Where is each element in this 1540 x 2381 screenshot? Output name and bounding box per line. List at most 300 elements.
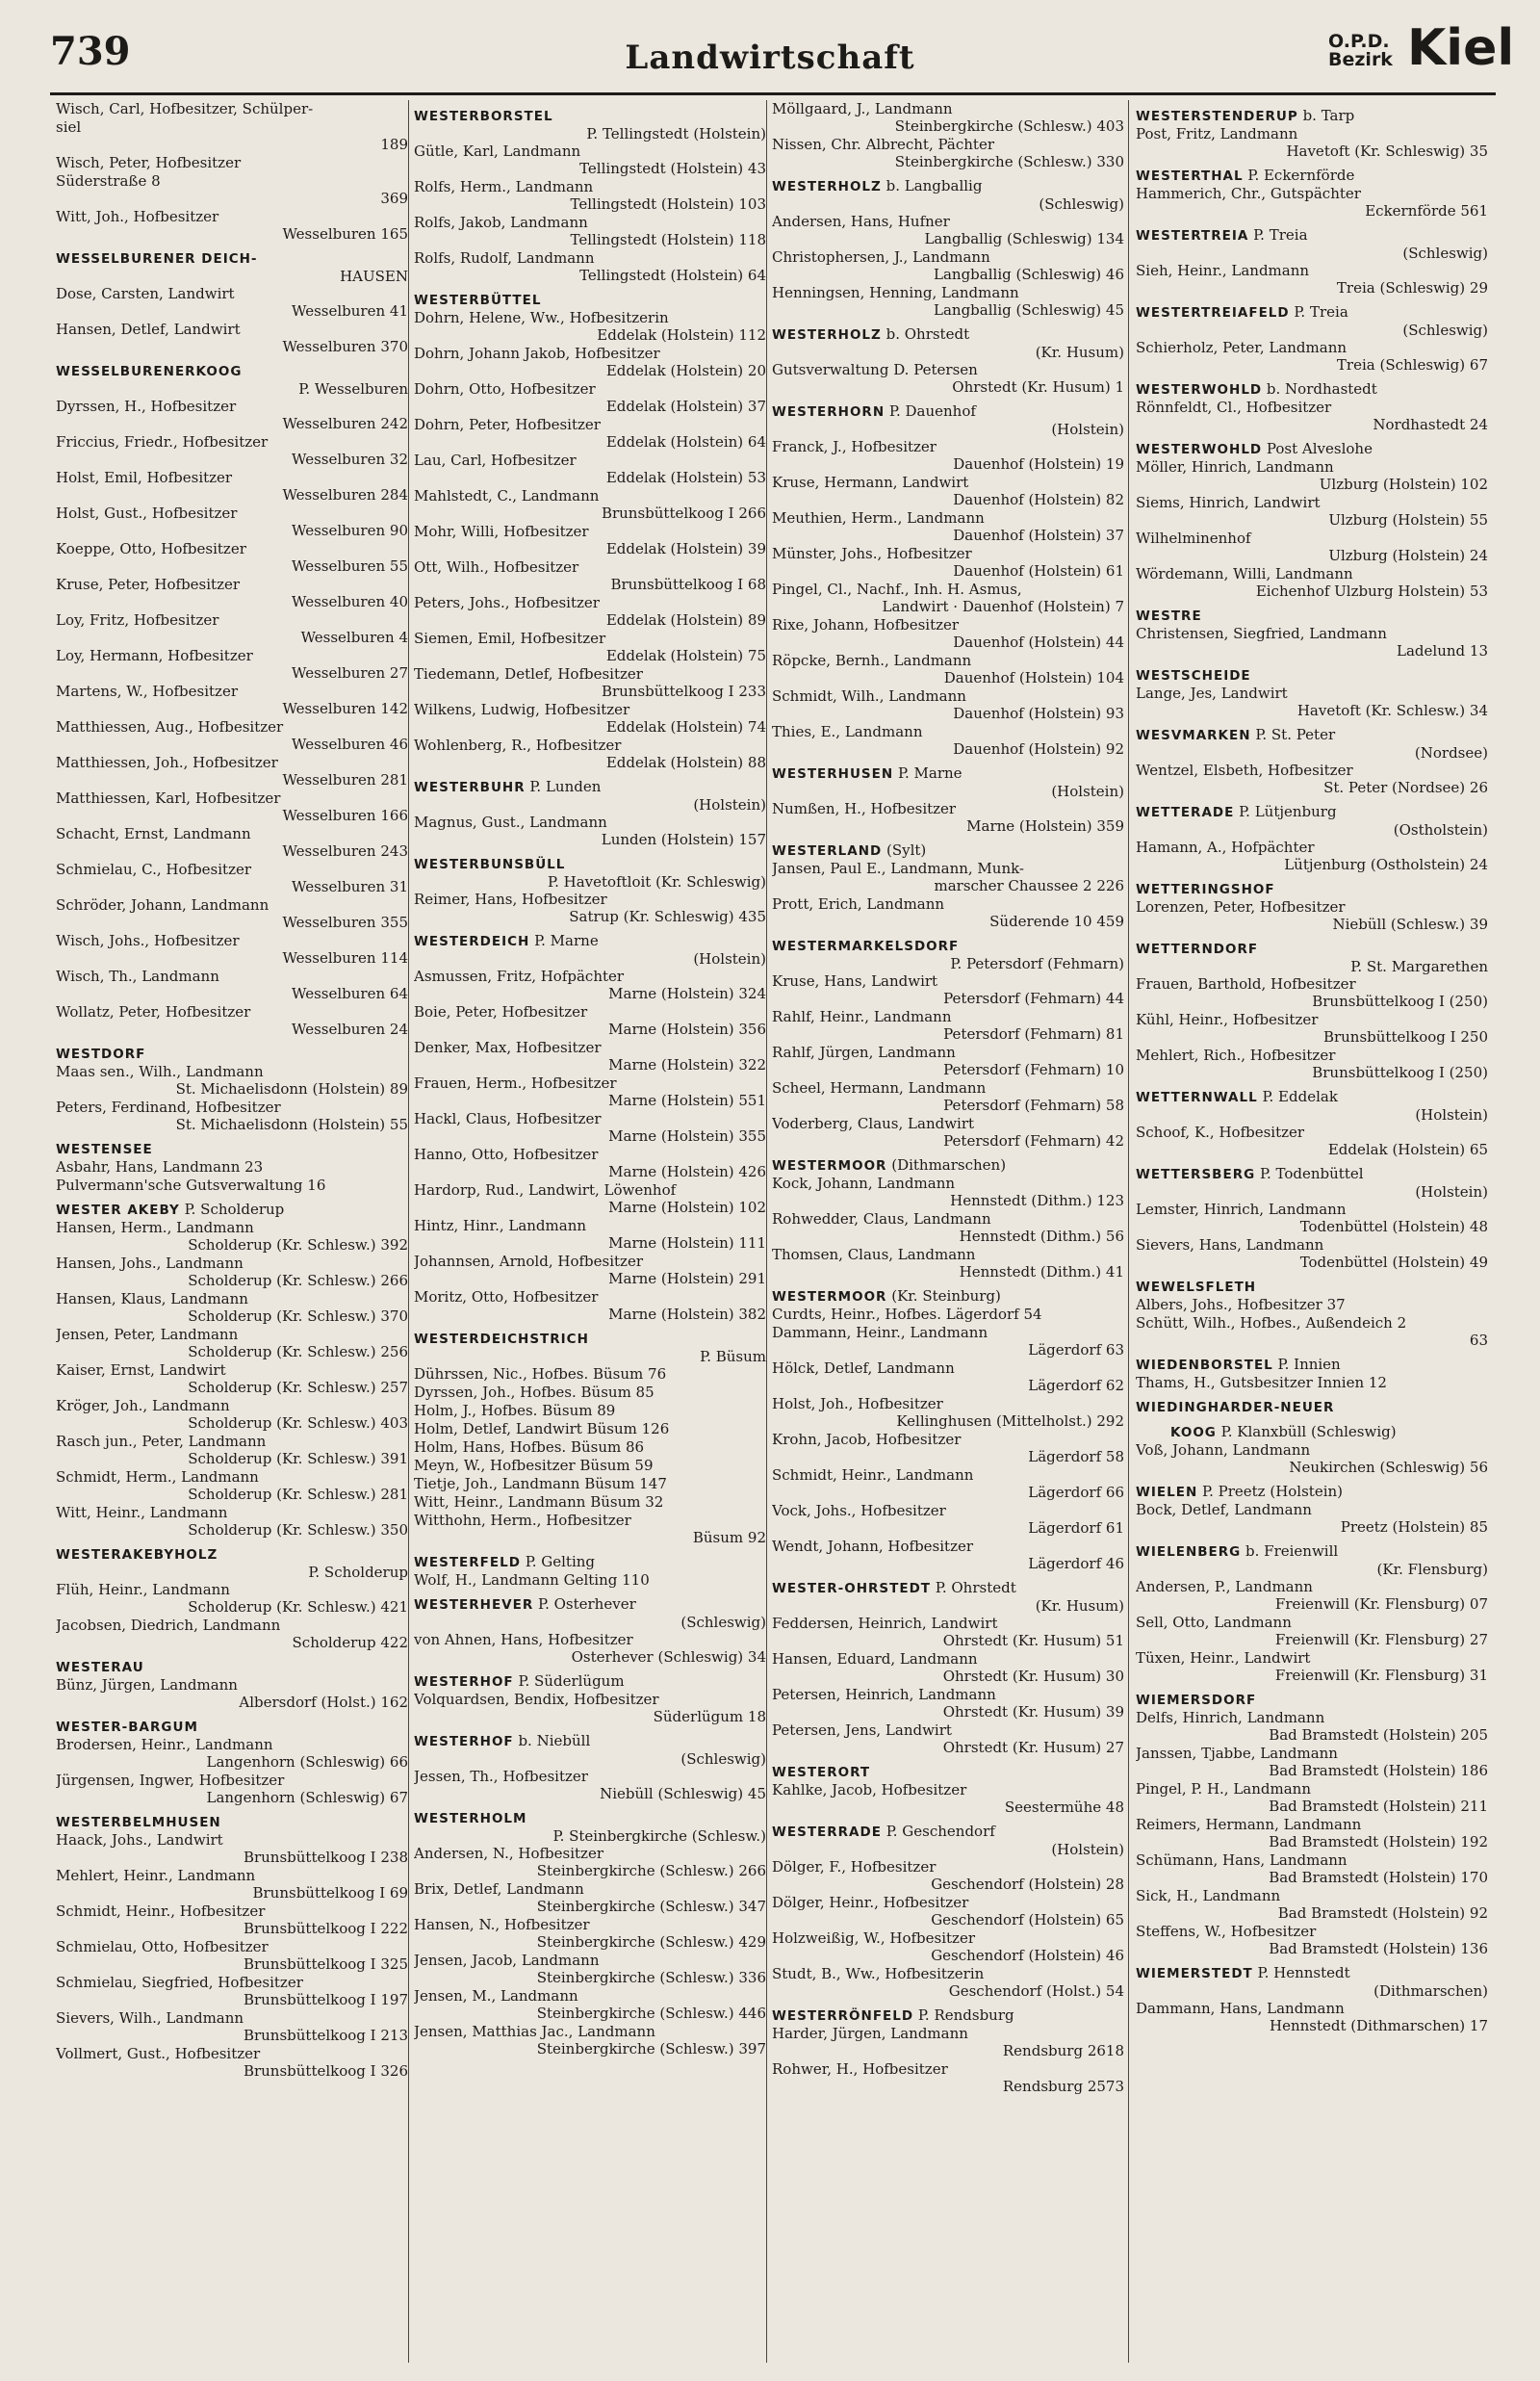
directory-entry <box>1136 1201 1488 1235</box>
place-subtitle: (Schleswig) <box>680 1750 766 1768</box>
directory-entry <box>1136 1501 1488 1536</box>
entry-name: Holst, Gust., Hofbesitzer <box>56 505 238 522</box>
entry-phone: Wesselburen 142 <box>282 700 408 717</box>
place-title: WETTERINGSHOF <box>1136 882 1275 897</box>
entry-name: Pulvermann'sche Gutsverwaltung 16 <box>56 1177 326 1194</box>
directory-entry <box>414 1457 766 1474</box>
directory-entry <box>1136 625 1488 660</box>
directory-entry <box>772 1650 1124 1685</box>
entry-name: Koeppe, Otto, Hofbesitzer <box>56 540 246 557</box>
place-title: WESTERHOF <box>414 1734 514 1749</box>
directory-entry <box>414 630 766 664</box>
directory-entry <box>772 2060 1124 2095</box>
entry-phone: Freienwill (Kr. Flensburg) 27 <box>1274 1631 1488 1648</box>
entry-phone: Lägerdorf 61 <box>1028 1519 1124 1537</box>
entry-phone: Eddelak (Holstein) 20 <box>605 362 766 379</box>
entry-phone: Nordhastedt 24 <box>1373 416 1488 433</box>
entry-phone: Wesselburen 32 <box>292 451 408 468</box>
directory-entry <box>414 1571 766 1589</box>
directory-entry <box>56 469 408 504</box>
place-heading <box>56 1045 408 1063</box>
entry-phone: Scholderup (Kr. Schlesw.) 257 <box>188 1379 408 1396</box>
entry-phone: Langenhorn (Schleswig) 66 <box>206 1753 408 1771</box>
entry-name: Kruse, Hermann, Landwirt <box>772 474 969 491</box>
entry-phone: Lägerdorf 46 <box>1028 1555 1124 1572</box>
entry-phone: Bad Bramstedt (Holstein) 186 <box>1269 1762 1488 1779</box>
entry-phone: Langballig (Schleswig) 46 <box>934 266 1124 283</box>
place-post-office: P. Osterhever <box>533 1595 636 1613</box>
entry-phone: Dauenhof (Holstein) 82 <box>953 491 1124 508</box>
place-post-office: (Dithmarschen) <box>886 1156 1007 1174</box>
place-title: WESTERAKEBYHOLZ <box>56 1547 218 1563</box>
entry-phone: Albersdorf (Holst.) 162 <box>239 1694 408 1711</box>
entry-name: Hansen, Klaus, Landmann <box>56 1290 248 1307</box>
directory-entry <box>772 1079 1124 1114</box>
directory-entry <box>56 611 408 646</box>
entry-name: Moritz, Otto, Hofbesitzer <box>414 1288 599 1306</box>
entry-phone: Scholderup (Kr. Schlesw.) 391 <box>188 1450 408 1467</box>
directory-entry <box>772 1210 1124 1245</box>
directory-entry <box>56 1617 408 1651</box>
entry-phone: Brunsbüttelkoog I 238 <box>243 1849 408 1866</box>
place-heading <box>1136 1964 1488 2000</box>
entry-name: Wendt, Johann, Hofbesitzer <box>772 1538 974 1555</box>
directory-entry <box>414 1181 766 1216</box>
place-heading <box>772 1156 1124 1175</box>
place-post-office: P. Hennstedt <box>1252 1964 1350 1981</box>
place-name <box>56 1658 408 1676</box>
entry-phone: Tellingstedt (Holstein) 43 <box>579 160 766 177</box>
place-name <box>56 1718 408 1736</box>
directory-entry <box>772 1929 1124 1964</box>
entry-name: Jürgensen, Ingwer, Hofbesitzer <box>56 1772 285 1789</box>
place-heading <box>414 1732 766 1768</box>
directory-entry <box>772 860 1124 894</box>
directory-entry <box>414 523 766 557</box>
place-title: WESTERMARKELSDORF <box>772 939 960 954</box>
entry-name: Lange, Jes, Landwirt <box>1136 685 1288 702</box>
place-heading <box>1136 607 1488 625</box>
entry-name: Jansen, Paul E., Landmann, Munk- <box>772 860 1024 877</box>
entry-name: Rolfs, Herm., Landmann <box>414 178 594 195</box>
directory-entry <box>414 1475 766 1492</box>
place-name <box>56 1140 408 1158</box>
entry-name: Dölger, Heinr., Hofbesitzer <box>772 1894 969 1911</box>
entry-name: Pingel, Cl., Nachf., Inh. H. Asmus, <box>772 581 1022 598</box>
place-heading <box>772 1823 1124 1858</box>
directory-entry <box>56 2045 408 2080</box>
entry-name: Schmielau, C., Hofbesitzer <box>56 861 252 878</box>
place-title: WESTERMOOR <box>772 1289 887 1305</box>
opd-label: O.P.D. <box>1328 31 1390 52</box>
directory-entry <box>414 1631 766 1666</box>
place-subtitle: P. Petersdorf (Fehmarn) <box>950 955 1124 972</box>
entry-phone: Dauenhof (Holstein) 19 <box>953 455 1124 473</box>
directory-entry <box>772 213 1124 247</box>
place-name <box>772 764 1124 783</box>
entry-name: Kahlke, Jacob, Hofbesitzer <box>772 1781 967 1799</box>
directory-entry <box>772 474 1124 508</box>
place-subtitle: (Schleswig) <box>1402 245 1488 262</box>
place-heading <box>56 1545 408 1581</box>
entry-name: Tüxen, Heinr., Landwirt <box>1136 1649 1311 1667</box>
place-heading <box>772 1287 1124 1306</box>
entry-name: Delfs, Hinrich, Landmann <box>1136 1709 1325 1726</box>
entry-name: Rahlf, Jürgen, Landmann <box>772 1044 956 1061</box>
entry-phone: Steinbergkirche (Schlesw.) 266 <box>536 1862 766 1879</box>
entry-name: Rahlf, Heinr., Landmann <box>772 1008 952 1025</box>
directory-entry <box>56 1938 408 1973</box>
place-subtitle: (Dithmarschen) <box>1373 1982 1488 2000</box>
place-name <box>1136 380 1488 399</box>
directory-entry <box>772 1395 1124 1430</box>
entry-name: Wilkens, Ludwig, Hofbesitzer <box>414 701 630 718</box>
entry-phone: Scholderup (Kr. Schlesw.) 392 <box>188 1236 408 1254</box>
place-name <box>1136 1964 1488 1982</box>
place-title: WESSELBURENER DEICH- <box>56 251 258 267</box>
entry-name: Matthiessen, Aug., Hofbesitzer <box>56 718 284 736</box>
directory-entry <box>56 1676 408 1711</box>
entry-phone: Ohrstedt (Kr. Husum) 27 <box>942 1739 1124 1756</box>
entry-name: Dose, Carsten, Landwirt <box>56 285 235 302</box>
place-heading <box>1136 726 1488 762</box>
entry-phone: Scholderup (Kr. Schlesw.) 370 <box>188 1307 408 1325</box>
directory-entry <box>414 1512 766 1546</box>
directory-entry <box>414 594 766 629</box>
entry-phone: Neukirchen (Schleswig) 56 <box>1289 1459 1488 1476</box>
entry-name: Dohrn, Johann Jakob, Hofbesitzer <box>414 345 660 362</box>
header-rule <box>50 92 1496 95</box>
place-subtitle: (Holstein) <box>1415 1106 1488 1124</box>
place-subtitle: P. Wesselburen <box>298 380 408 398</box>
entry-name: Dölger, F., Hofbesitzer <box>772 1858 937 1876</box>
place-heading <box>414 932 766 968</box>
directory-entry <box>772 1115 1124 1150</box>
entry-name: Rasch jun., Peter, Landmann <box>56 1433 267 1450</box>
place-title: WESTERDEICH <box>414 934 530 949</box>
directory-entry <box>414 1110 766 1145</box>
entry-name: Wisch, Peter, Hofbesitzer <box>56 154 242 171</box>
entry-name: Jensen, Jacob, Landmann <box>414 1952 600 1969</box>
directory-entry <box>772 509 1124 544</box>
entry-name: Schmidt, Heinr., Hofbesitzer <box>56 1902 266 1920</box>
directory-entry <box>414 968 766 1002</box>
entry-phone: Marne (Holstein) 551 <box>608 1092 766 1109</box>
entry-name: Dohrn, Otto, Hofbesitzer <box>414 380 596 398</box>
directory-entry <box>414 142 766 177</box>
entry-phone: Todenbüttel (Holstein) 49 <box>1299 1254 1488 1271</box>
directory-entry <box>56 540 408 575</box>
entry-name: Holm, Detlef, Landwirt Büsum 126 <box>414 1420 670 1437</box>
entry-phone: Steinbergkirche (Schlesw.) 446 <box>536 2005 766 2022</box>
entry-name: Loy, Hermann, Hofbesitzer <box>56 647 253 664</box>
entry-name: Schmidt, Herm., Landmann <box>56 1468 259 1486</box>
directory-entry <box>1136 1236 1488 1271</box>
entry-name: Schröder, Johann, Landmann <box>56 896 270 914</box>
entry-phone: Lunden (Holstein) 157 <box>601 831 766 848</box>
entry-name: Andersen, P., Landmann <box>1136 1578 1313 1595</box>
entry-name: Wisch, Th., Landmann <box>56 968 219 985</box>
place-title: KOOG <box>1170 1425 1217 1440</box>
place-title: WESTERAU <box>56 1660 144 1675</box>
place-heading <box>1136 303 1488 339</box>
directory-entry <box>56 433 408 468</box>
place-title: WESTERHEVER <box>414 1597 534 1613</box>
entry-name: Rohwedder, Claus, Landmann <box>772 1210 991 1228</box>
entry-phone: Marne (Holstein) 322 <box>608 1056 766 1074</box>
directory-entry <box>414 1074 766 1109</box>
place-subtitle: (Holstein) <box>1051 783 1124 800</box>
directory-entry <box>414 1039 766 1074</box>
place-name <box>1136 880 1488 898</box>
entry-phone: Hennstedt (Dithm.) 41 <box>959 1263 1124 1281</box>
place-name <box>414 1672 766 1691</box>
place-post-office: P. Marne <box>529 932 599 949</box>
directory-entry <box>414 345 766 379</box>
entry-phone: Langballig (Schleswig) 134 <box>924 230 1124 247</box>
place-subtitle: P. Büsum <box>700 1348 766 1365</box>
place-post-office: b. Nordhastedt <box>1262 380 1377 398</box>
place-title: WESTERHOF <box>414 1674 514 1690</box>
entry-phone: Eddelak (Holstein) 39 <box>605 540 766 557</box>
place-title: WIELEN <box>1136 1485 1198 1500</box>
place-name <box>772 2006 1124 2025</box>
entry-name: Krohn, Jacob, Hofbesitzer <box>772 1431 962 1448</box>
place-title: WESTERWOHLD <box>1136 442 1263 457</box>
entry-name: siel <box>56 118 82 136</box>
place-heading <box>56 1813 408 1831</box>
entry-phone: Steinbergkirche (Schlesw.) 336 <box>536 1969 766 1986</box>
entry-phone: Lägerdorf 66 <box>1028 1484 1124 1501</box>
place-name <box>1136 1423 1488 1441</box>
entry-name: Hackl, Claus, Hofbesitzer <box>414 1110 602 1127</box>
entry-name: Tietje, Joh., Landmann Büsum 147 <box>414 1475 667 1492</box>
entry-name: Holm, J., Hofbes. Büsum 89 <box>414 1402 616 1419</box>
place-name <box>1136 1088 1488 1106</box>
directory-entry <box>56 1504 408 1539</box>
place-subtitle: (Holstein) <box>1051 421 1124 438</box>
entry-name: Bünz, Jürgen, Landmann <box>56 1676 238 1694</box>
directory-entry <box>56 1063 408 1098</box>
place-name <box>414 107 766 125</box>
entry-name: von Ahnen, Hans, Hofbesitzer <box>414 1631 633 1648</box>
entry-name: Frauen, Herm., Hofbesitzer <box>414 1074 617 1092</box>
entry-phone: Scholderup (Kr. Schlesw.) 256 <box>188 1343 408 1360</box>
entry-phone: Ohrstedt (Kr. Husum) 30 <box>942 1668 1124 1685</box>
directory-entry <box>772 1175 1124 1209</box>
directory-entry <box>1136 898 1488 933</box>
directory-entry <box>414 1420 766 1437</box>
place-post-office: P. Scholderup <box>179 1201 285 1218</box>
entry-name: Jacobsen, Diedrich, Landmann <box>56 1617 281 1634</box>
directory-entry <box>414 487 766 522</box>
place-subtitle: (Nordsee) <box>1414 744 1488 762</box>
entry-phone: Bad Bramstedt (Holstein) 211 <box>1269 1798 1488 1815</box>
place-name <box>1136 726 1488 744</box>
entry-phone: Marne (Holstein) 324 <box>608 985 766 1002</box>
entry-name: Kröger, Joh., Landmann <box>56 1397 230 1414</box>
place-name <box>414 1732 766 1750</box>
place-heading <box>414 1809 766 1845</box>
place-name <box>56 1045 408 1063</box>
entry-phone: Geschendorf (Holstein) 28 <box>931 1876 1124 1893</box>
directory-entry <box>56 1468 408 1503</box>
place-name <box>1136 1542 1488 1561</box>
place-subtitle: P. Scholderup <box>308 1564 408 1581</box>
place-title: WESTERHUSEN <box>772 766 894 782</box>
entry-name: Frauen, Barthold, Hofbesitzer <box>1136 975 1356 993</box>
entry-name: Hansen, N., Hofbesitzer <box>414 1916 590 1933</box>
place-title: WIELENBERG <box>1136 1544 1242 1560</box>
entry-phone: Büsum 92 <box>692 1529 766 1546</box>
directory-entry <box>56 576 408 610</box>
entry-phone: Wesselburen 4 <box>300 629 408 646</box>
entry-name: Peters, Ferdinand, Hofbesitzer <box>56 1099 281 1116</box>
entry-phone: Landwirt · Dauenhof (Holstein) 7 <box>882 598 1124 615</box>
directory-entry <box>772 1502 1124 1537</box>
directory-entry <box>56 1902 408 1937</box>
directory-entry <box>1136 1887 1488 1922</box>
entry-name: Siemen, Emil, Hofbesitzer <box>414 630 606 647</box>
entry-name: Martens, W., Hofbesitzer <box>56 683 238 700</box>
entry-name: Brix, Detlef, Landmann <box>414 1880 584 1898</box>
entry-name: Schoof, K., Hofbesitzer <box>1136 1124 1305 1141</box>
place-title: WESTERHOLZ <box>772 327 882 343</box>
place-name <box>1136 1398 1488 1416</box>
entry-name: Witt, Joh., Hofbesitzer <box>56 208 219 225</box>
directory-entry <box>56 2009 408 2044</box>
entry-phone: Seestermühe 48 <box>1004 1799 1124 1816</box>
entry-phone: Brunsbüttelkoog I 69 <box>252 1884 408 1902</box>
entry-phone: Steinbergkirche (Schlesw.) 347 <box>536 1898 766 1915</box>
column-4 <box>1136 100 1488 2372</box>
entry-phone: Ulzburg (Holstein) 55 <box>1328 511 1488 529</box>
entry-phone: Bad Bramstedt (Holstein) 170 <box>1269 1869 1488 1886</box>
place-name <box>56 1813 408 1831</box>
directory-entry <box>56 968 408 1002</box>
place-heading <box>1136 1278 1488 1296</box>
entry-phone: Eddelak (Holstein) 89 <box>605 611 766 629</box>
directory-entry <box>56 861 408 895</box>
entry-name: Harder, Jürgen, Landmann <box>772 2025 968 2042</box>
place-title: WESTERSTENDERUP <box>1136 109 1298 124</box>
directory-entry <box>414 665 766 700</box>
place-subtitle: P. Havetoftloit (Kr. Schleswig) <box>548 873 766 891</box>
entry-phone: Wesselburen 166 <box>282 807 408 824</box>
place-post-office: P. Todenbüttel <box>1255 1165 1364 1182</box>
entry-phone: Wesselburen 24 <box>292 1021 408 1038</box>
entry-name: Brodersen, Heinr., Landmann <box>56 1736 273 1753</box>
entry-phone: Scholderup (Kr. Schlesw.) 421 <box>188 1598 408 1616</box>
place-title: WESTERHORN <box>772 404 886 420</box>
place-title: WESTERTHAL <box>1136 168 1244 184</box>
place-heading <box>772 402 1124 438</box>
place-title: WESTERMOOR <box>772 1158 887 1174</box>
entry-phone: Brunsbüttelkoog I 325 <box>243 1955 408 1973</box>
directory-entry <box>56 789 408 824</box>
entry-phone: Treia (Schleswig) 67 <box>1336 356 1488 374</box>
place-title: WESTENSEE <box>56 1142 153 1157</box>
place-title: WETTERNWALL <box>1136 1090 1258 1105</box>
entry-name: Matthiessen, Joh., Hofbesitzer <box>56 754 278 771</box>
entry-name: Hintz, Hinr., Landmann <box>414 1217 587 1234</box>
entry-name: Dyrssen, H., Hofbesitzer <box>56 398 237 415</box>
entry-name: Voß, Johann, Landmann <box>1136 1441 1311 1459</box>
directory-entry <box>414 1438 766 1456</box>
entry-phone: Hennstedt (Dithm.) 56 <box>959 1228 1124 1245</box>
directory-entry <box>56 647 408 682</box>
entry-phone: Bad Bramstedt (Holstein) 92 <box>1277 1904 1488 1922</box>
column-divider <box>1128 100 1129 2363</box>
entry-name: Petersen, Heinrich, Landmann <box>772 1686 996 1703</box>
place-heading <box>772 1579 1124 1615</box>
place-title: WESTRE <box>1136 608 1202 624</box>
entry-name: Hansen, Detlef, Landwirt <box>56 321 241 338</box>
directory-entry <box>1136 262 1488 297</box>
place-title: WESTERRADE <box>772 1825 882 1840</box>
directory-entry <box>772 438 1124 473</box>
directory-entry <box>1136 1314 1488 1349</box>
directory-entry <box>56 118 408 153</box>
directory-entry <box>56 718 408 753</box>
directory-entry <box>56 1831 408 1866</box>
place-name <box>772 177 1124 195</box>
column-divider <box>766 100 767 2363</box>
entry-name: Jensen, Matthias Jac., Landmann <box>414 2023 655 2040</box>
place-title: WESTERORT <box>772 1765 871 1780</box>
entry-phone: Eddelak (Holstein) 88 <box>605 754 766 771</box>
directory-entry <box>56 285 408 320</box>
entry-name: Pingel, P. H., Landmann <box>1136 1780 1311 1798</box>
entry-name: Dohrn, Helene, Ww., Hofbesitzerin <box>414 309 669 326</box>
place-heading <box>1136 666 1488 685</box>
place-title: WESTERDEICHSTRICH <box>414 1332 589 1347</box>
entry-name: Schütt, Wilh., Hofbes., Außendeich 2 <box>1136 1314 1407 1332</box>
directory-entry <box>1136 975 1488 1010</box>
entry-name: Gutsverwaltung D. Petersen <box>772 361 978 378</box>
directory-entry <box>1136 185 1488 220</box>
directory-entry <box>414 814 766 848</box>
entry-phone: St. Peter (Nordsee) 26 <box>1323 779 1488 796</box>
place-heading <box>414 855 766 891</box>
place-subtitle: (Holstein) <box>1051 1841 1124 1858</box>
entry-name: Sick, H., Landmann <box>1136 1887 1281 1904</box>
place-heading <box>1136 1398 1488 1416</box>
directory-entry <box>414 214 766 248</box>
entry-phone: Steinbergkirche (Schlesw.) 403 <box>894 117 1124 135</box>
entry-phone: Wesselburen 64 <box>292 985 408 1002</box>
entry-phone: Wesselburen 55 <box>292 557 408 575</box>
place-title: WETTERADE <box>1136 805 1235 820</box>
entry-name: Hammerich, Chr., Gutspächter <box>1136 185 1361 202</box>
place-subtitle: P. Steinbergkirche (Schlesw.) <box>552 1827 766 1845</box>
directory-entry <box>56 100 408 117</box>
entry-name: Wollatz, Peter, Hofbesitzer <box>56 1003 251 1021</box>
entry-phone: Wesselburen 242 <box>282 415 408 432</box>
directory-entry <box>772 616 1124 651</box>
directory-entry <box>414 891 766 925</box>
place-heading <box>56 1201 408 1219</box>
entry-name: Volquardsen, Bendix, Hofbesitzer <box>414 1691 659 1708</box>
entry-name: Hölck, Detlef, Landmann <box>772 1359 955 1377</box>
directory-entry <box>414 380 766 415</box>
entry-phone: Brunsbüttelkoog I 68 <box>610 576 766 593</box>
entry-name: Meyn, W., Hofbesitzer Büsum 59 <box>414 1457 654 1474</box>
place-title: WESTER-OHRSTEDT <box>772 1581 932 1596</box>
entry-phone: Süderende 10 459 <box>989 913 1124 930</box>
district-label <box>1328 33 1393 69</box>
place-name <box>1136 303 1488 322</box>
